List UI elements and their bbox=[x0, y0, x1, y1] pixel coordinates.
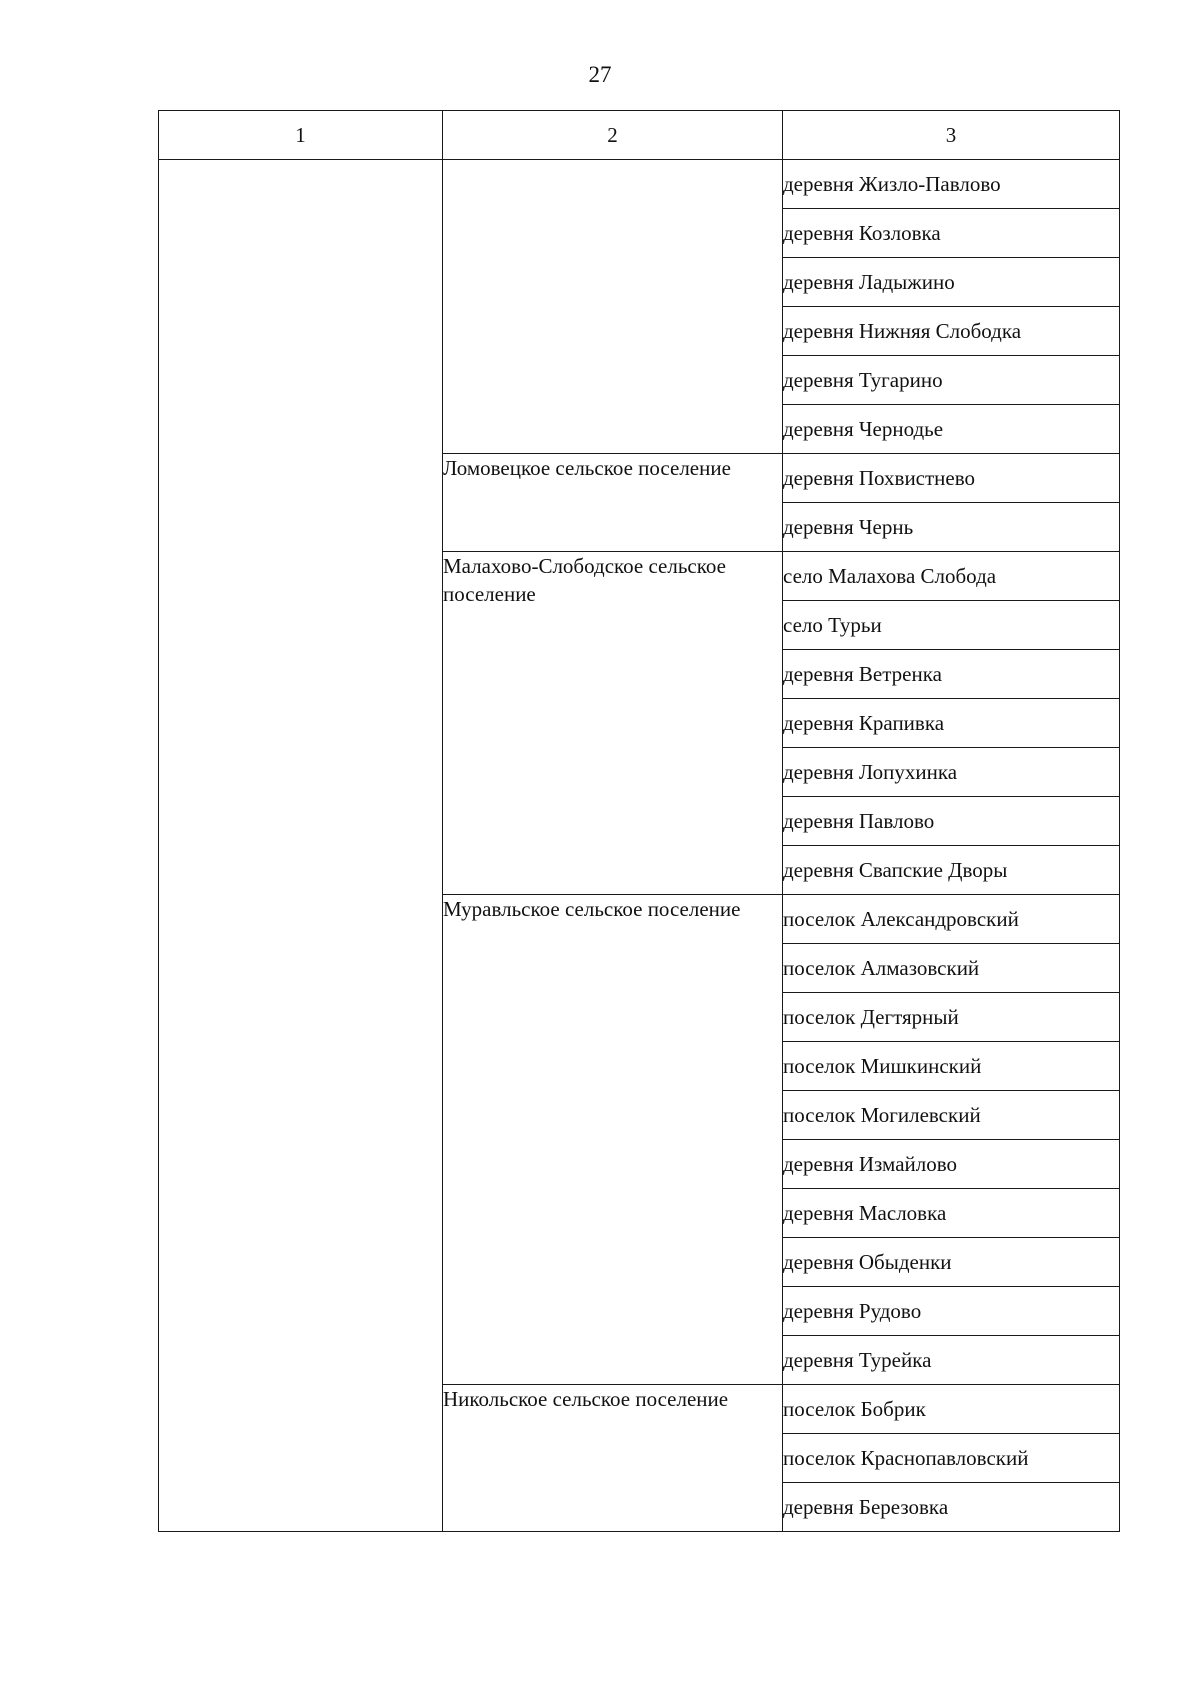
locality-cell: село Малахова Слобода bbox=[783, 552, 1120, 601]
column-header-1: 1 bbox=[159, 111, 443, 160]
locality-cell: деревня Ладыжино bbox=[783, 258, 1120, 307]
settlement-cell: Муравльское сельское поселение bbox=[443, 895, 783, 1385]
table-row bbox=[159, 160, 1120, 209]
locality-cell: деревня Похвистнево bbox=[783, 454, 1120, 503]
locality-cell: деревня Лопухинка bbox=[783, 748, 1120, 797]
locality-cell: поселок Дегтярный bbox=[783, 993, 1120, 1042]
locality-cell: поселок Краснопавловский bbox=[783, 1434, 1120, 1483]
table-header-row bbox=[159, 111, 1120, 160]
locality-cell: деревня Козловка bbox=[783, 209, 1120, 258]
locality-cell: деревня Обыденки bbox=[783, 1238, 1120, 1287]
locality-cell: деревня Жизло-Павлово bbox=[783, 160, 1120, 209]
locality-cell: деревня Павлово bbox=[783, 797, 1120, 846]
locality-cell: поселок Бобрик bbox=[783, 1385, 1120, 1434]
locality-cell: поселок Могилевский bbox=[783, 1091, 1120, 1140]
column-header-3: 3 bbox=[783, 111, 1120, 160]
locality-cell: деревня Масловка bbox=[783, 1189, 1120, 1238]
locality-cell: деревня Свапские Дворы bbox=[783, 846, 1120, 895]
locality-cell: поселок Александровский bbox=[783, 895, 1120, 944]
settlement-cell: Ломовецкое сельское поселение bbox=[443, 454, 783, 552]
settlement-cell: Никольское сельское поселение bbox=[443, 1385, 783, 1532]
settlement-cell: Малахово-Слободское сельское поселение bbox=[443, 552, 783, 895]
settlement-cell-continued bbox=[443, 160, 783, 454]
locality-cell: деревня Нижняя Слободка bbox=[783, 307, 1120, 356]
table-body bbox=[159, 160, 1120, 1532]
district-cell bbox=[159, 160, 443, 1532]
page-number: 27 bbox=[588, 62, 612, 87]
locality-cell: село Турьи bbox=[783, 601, 1120, 650]
locality-cell: деревня Крапивка bbox=[783, 699, 1120, 748]
settlements-table bbox=[158, 110, 1120, 1532]
column-header-2: 2 bbox=[443, 111, 783, 160]
locality-cell: деревня Тугарино bbox=[783, 356, 1120, 405]
locality-cell: деревня Измайлово bbox=[783, 1140, 1120, 1189]
locality-cell: деревня Турейка bbox=[783, 1336, 1120, 1385]
locality-cell: деревня Ветренка bbox=[783, 650, 1120, 699]
locality-cell: деревня Рудово bbox=[783, 1287, 1120, 1336]
locality-cell: поселок Мишкинский bbox=[783, 1042, 1120, 1091]
locality-cell: деревня Чернодье bbox=[783, 405, 1120, 454]
locality-cell: деревня Чернь bbox=[783, 503, 1120, 552]
locality-cell: деревня Березовка bbox=[783, 1483, 1120, 1532]
locality-cell: поселок Алмазовский bbox=[783, 944, 1120, 993]
